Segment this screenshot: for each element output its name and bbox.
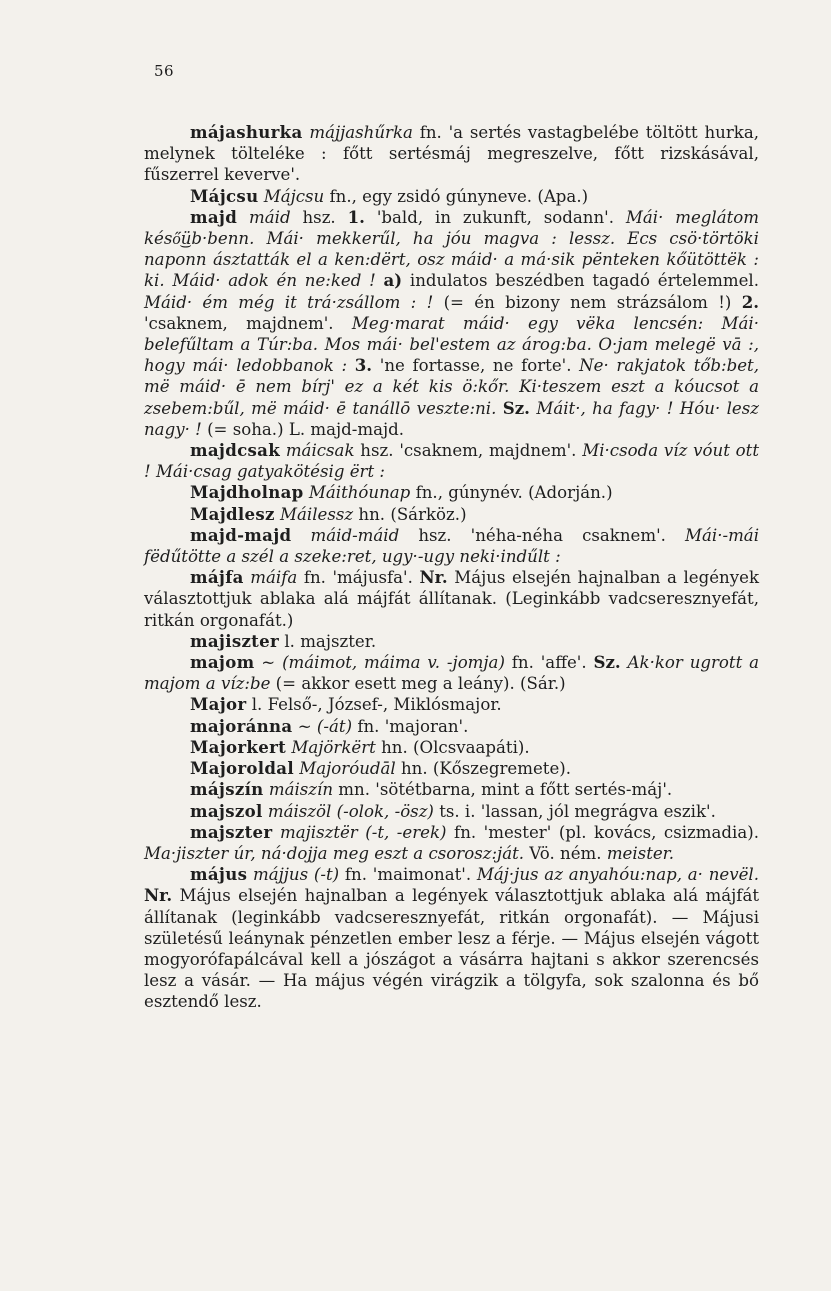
entry-text: l. majszter. xyxy=(279,631,377,651)
entry-text xyxy=(621,653,628,672)
dictionary-entry xyxy=(144,864,759,1012)
entry-marker: 1. xyxy=(347,206,365,227)
entry-text: hn. (Kőszegremete). xyxy=(395,759,572,779)
dictionary-entry xyxy=(144,779,759,800)
dictionary-entry xyxy=(144,122,759,186)
entry-dialect-form: májjashűrka xyxy=(309,123,413,142)
entry-marker: Nr. xyxy=(144,885,173,906)
entry-marker: a) xyxy=(383,270,403,291)
entry-dialect-form: máicsak xyxy=(285,441,355,461)
entry-text: mn. 'sötétbarna, mint a főtt sertés-máj'. xyxy=(333,780,673,800)
entry-text: hn. (Sárköz.) xyxy=(353,504,467,524)
dictionary-entry xyxy=(144,716,759,737)
dictionary-entry xyxy=(144,504,759,525)
dictionary-entry xyxy=(144,694,759,715)
entry-text: ~ xyxy=(292,716,317,736)
entry-headword: Majoroldal xyxy=(190,758,294,779)
entry-headword: majd-majd xyxy=(190,524,292,545)
entry-text: hsz. 'csaknem, majdnem'. xyxy=(354,441,583,461)
entry-dialect-form: Máid· ém még it trá·zsállom : ! xyxy=(144,292,434,312)
entry-headword: majdcsak xyxy=(190,440,281,461)
entry-dialect-form: Mi·csoda víz vóut ott ! Mái·csag gatyakötésig ërt : xyxy=(144,441,759,482)
dictionary-entry xyxy=(144,567,759,631)
entry-text: fn., gúnynév. (Adorján.) xyxy=(410,483,613,503)
entry-text xyxy=(376,271,384,290)
entry-dialect-form: Ak·kor ugrott a majom a víz:be xyxy=(144,653,760,694)
entry-text: fn. 'a sertés vastagbelébe töltött hurka, melynek tölteléke : főtt sertésmáj megreszelve, főtt rizskásával, fűszerrel keverve'. xyxy=(144,123,759,185)
entry-text: hn. (Olcsvaapáti). xyxy=(375,737,530,757)
dictionary-entry xyxy=(144,652,759,694)
entry-dialect-form: máiszöl (-olok, -ösz) xyxy=(267,801,434,821)
entry-text xyxy=(347,356,355,375)
entry-text xyxy=(272,823,280,842)
entry-text: Május elsején hajnalban a legények választottjuk ablaka alá májfát állítanak (leginkább vadcseresznyefát, ritkán orgonafát). — Májusi születésű leánynak pénzetlen ember lesz a férje. — Május elsején vágott mogyorófapálcával kell a jószágot a vásárra hajtani s akkor szerencsés lesz a vásár. — Ha május végén virágzik a tölgyfa, sok szalonna és bő esztendő lesz. xyxy=(144,886,759,1012)
entry-dialect-form: meister. xyxy=(606,843,675,863)
dictionary-entry xyxy=(144,482,759,503)
entry-dialect-form: majisztër (-t, -erek) xyxy=(279,822,447,842)
entry-text: Május elsején hajnalban a legények választottjuk ablaka alá májfát állítanak. (Leginkább vadcseresznyefát, ritkán orgonafát.) xyxy=(144,568,759,630)
entry-text: indulatos beszédben tagadó értelemmel. xyxy=(402,271,759,291)
entry-dialect-form: máifa xyxy=(250,568,298,588)
entry-headword: Majdholnap xyxy=(190,482,304,503)
entry-dialect-form: Máit·, ha fagy· ! Hóu· lesz nagy· ! xyxy=(144,398,759,439)
entry-list xyxy=(144,122,759,1013)
dictionary-entry xyxy=(144,758,759,779)
entry-dialect-form: Ne· rakjatok tőb:bet, më máid· ē nem bírj' ez a két kis ö:kőr. Ki·teszem eszt a kóucsot a zsebem:bűl, më máid· ē tanállō veszte:ni. xyxy=(144,356,759,418)
dictionary-entry xyxy=(144,822,759,864)
entry-marker: Sz. xyxy=(593,652,621,673)
entry-dialect-form: Majoróudāl xyxy=(299,759,396,779)
dictionary-entry xyxy=(144,207,759,440)
entry-text: l. Felső-, József-, Miklósmajor. xyxy=(246,695,502,715)
entry-text: (= akkor esett meg a leány). (Sár.) xyxy=(270,674,566,694)
entry-headword: Majorkert xyxy=(190,736,287,757)
entry-dialect-form: (máimot, máima v. -jomja) xyxy=(282,653,505,673)
dictionary-entry xyxy=(144,631,759,652)
entry-text: (= soha.) L. majd-majd. xyxy=(201,419,405,439)
entry-dialect-form: Máj·jus az anyahóu:nap, a· nevël. xyxy=(476,865,759,885)
entry-dialect-form: máid xyxy=(249,207,291,227)
page-number: 56 xyxy=(154,62,175,80)
dictionary-entry xyxy=(144,525,759,567)
entry-dialect-form: Mái· meglátom késő͜üb·benn. Mái· mekkerűl, ha jóu magva : lessz. Ecs csö·törtöki naponn ásztatták el a ken:dërt, osz máid· a má·sik pënteken kőütöttëk : ki. Máid· adok én ne:ked ! xyxy=(144,207,760,291)
entry-dialect-form: Ma·jiszter úr, ná·dojja meg eszt a csorosz:ját. xyxy=(144,843,525,863)
entry-headword: májfa xyxy=(190,567,244,588)
entry-text xyxy=(237,208,249,227)
entry-text: fn. 'májusfa'. xyxy=(297,568,420,588)
entry-dialect-form: máiszín xyxy=(268,780,334,800)
entry-dialect-form: Májcsu xyxy=(263,186,325,206)
entry-dialect-form: Máithóunap xyxy=(308,483,411,503)
entry-text: fn. 'mester' (pl. kovács, csizmadia). xyxy=(446,822,759,842)
entry-dialect-form: Mái·-mái fëdűtötte a szél a szeke:ret, ugy·-ugy neki·indűlt : xyxy=(144,525,760,567)
entry-headword: május xyxy=(190,864,248,885)
entry-dialect-form: Meg·marat máid· egy vëka lencsén: Mái· belefűltam a Túr:ba. Mos mái· bel'estem az árog:ba. O·jam melegë vā :, hogy mái· ledobbanok : xyxy=(144,313,760,376)
entry-dialect-form: (-át) xyxy=(316,716,353,736)
entry-marker: Sz. xyxy=(502,397,530,418)
entry-headword: majoránna xyxy=(190,715,293,736)
entry-headword: Major xyxy=(190,694,247,715)
entry-text: fn. 'affe'. xyxy=(504,653,594,673)
entry-marker: Nr. xyxy=(419,567,448,588)
dictionary-entry xyxy=(144,801,759,822)
entry-text: (= én bizony nem strázsálom !) xyxy=(433,292,742,312)
entry-dialect-form: Majörkërt xyxy=(291,737,376,757)
entry-text: 'ne fortasse, ne forte'. xyxy=(372,356,580,376)
entry-text: 'csaknem, majdnem'. xyxy=(144,313,352,333)
entry-dialect-form: máid-máid xyxy=(310,525,400,545)
dictionary-entry xyxy=(144,186,759,207)
entry-headword: majom xyxy=(190,652,255,673)
entry-headword: majszter xyxy=(190,821,273,842)
entry-dialect-form: Máilessz xyxy=(280,504,354,524)
entry-marker: 3. xyxy=(354,355,373,376)
entry-headword: májszín xyxy=(190,779,264,800)
entry-text: hsz. xyxy=(290,207,348,227)
entry-text: fn. 'maimonat'. xyxy=(339,865,477,885)
dictionary-entry xyxy=(144,440,759,482)
entry-text: Vö. ném. xyxy=(524,843,607,863)
entry-text: ~ xyxy=(254,653,283,673)
entry-headword: májashurka xyxy=(190,122,303,142)
entry-text: 'bald, in zukunft, sodann'. xyxy=(364,207,626,227)
entry-text: fn., egy zsidó gúnyneve. (Apa.) xyxy=(324,186,589,206)
entry-headword: majiszter xyxy=(190,630,280,651)
entry-dialect-form: májjus (-t) xyxy=(253,865,340,885)
entry-headword: Májcsu xyxy=(190,185,259,206)
dictionary-entry xyxy=(144,737,759,758)
entry-headword: majd xyxy=(190,206,238,227)
entry-text: fn. 'majoran'. xyxy=(352,716,469,736)
entry-marker: 2. xyxy=(741,291,760,312)
entry-text: ts. i. 'lassan, jól megrágva eszik'. xyxy=(433,801,716,821)
entry-headword: Majdlesz xyxy=(190,503,275,524)
entry-text: hsz. 'néha-néha csaknem'. xyxy=(399,525,685,545)
entry-text xyxy=(291,526,310,545)
entry-headword: majszol xyxy=(190,800,263,821)
